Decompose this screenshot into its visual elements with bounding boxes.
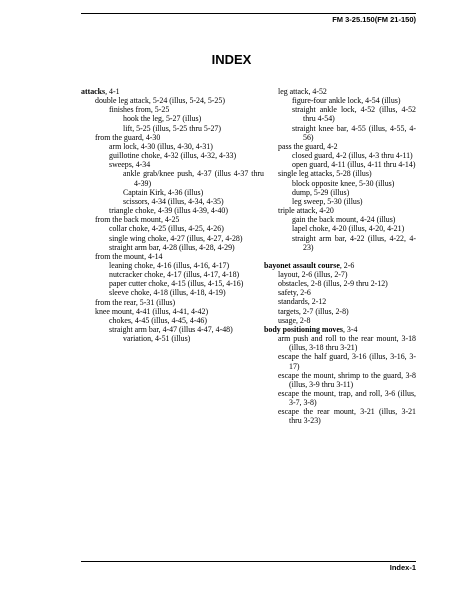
index-subentry: targets, 2-7 (illus, 2-8) — [278, 306, 349, 316]
index-subentry: scissors, 4-34 (illus, 4-34, 4-35) — [123, 196, 224, 206]
index-subentry: layout, 2-6 (illus, 2-7) — [278, 269, 348, 279]
index-main-entry — [264, 325, 416, 334]
index-subentry: paper cutter choke, 4-15 (illus, 4-15, 4-16) — [109, 279, 244, 289]
index-subentry: single leg attacks, 5-28 (illus) — [278, 169, 372, 179]
index-subentry: straight ankle lock, 4-52 (illus, 4-52 thru 4-54) — [292, 105, 416, 124]
index-subentry: closed guard, 4-2 (illus, 4-3 thru 4-11) — [292, 151, 413, 161]
index-subentry: standards, 2-12 — [278, 297, 327, 307]
index-subentry: Captain Kirk, 4-36 (illus) — [123, 187, 204, 197]
index-subentry: escape the rear mount, 3-21 (illus, 3-21 thru 3-23) — [278, 407, 416, 426]
page-title: INDEX — [211, 52, 252, 67]
footer-rule — [81, 561, 416, 562]
index-term: attacks — [81, 87, 106, 96]
index-subentry: obstacles, 2-8 (illus, 2-9 thru 2-12) — [278, 279, 388, 289]
index-subentry: arm push and roll to the rear mount, 3-18 (illus, 3-18 thru 3-21) — [278, 334, 416, 353]
index-subentry: collar choke, 4-25 (illus, 4-25, 4-26) — [109, 224, 224, 234]
index-subentry: straight arm bar, 4-22 (illus, 4-22, 4-23) — [292, 233, 416, 252]
index-page-ref: , 4-1 — [105, 87, 120, 96]
index-subentry: lapel choke, 4-20 (illus, 4-20, 4-21) — [292, 224, 405, 234]
index-subentry: from the mount, 4-14 — [95, 251, 163, 261]
index-page-ref: , 2-6 — [339, 260, 355, 270]
index-page-ref: , 3-4 — [342, 324, 358, 334]
index-subentry: finishes from, 5-25 — [109, 105, 170, 115]
index-subentry: sweeps, 4-34 — [109, 160, 151, 170]
index-subentry: triangle choke, 4-39 (illus 4-39, 4-40) — [109, 206, 228, 216]
index-subentry: arm lock, 4-30 (illus, 4-30, 4-31) — [109, 141, 213, 151]
index-subentry: safety, 2-6 — [278, 288, 311, 298]
index-subentry: from the back mount, 4-25 — [95, 215, 180, 225]
index-subentry: leaning choke, 4-16 (illus, 4-16, 4-17) — [109, 260, 230, 270]
index-subentry: straight arm bar, 4-47 (illus 4-47, 4-48) — [109, 325, 233, 335]
index-column-left — [81, 87, 264, 343]
index-subentry: triple attack, 4-20 — [278, 206, 334, 216]
index-subentry: sleeve choke, 4-18 (illus, 4-18, 4-19) — [109, 288, 226, 298]
index-subentry: escape the mount, trap, and roll, 3-6 (illus, 3-7, 3-8) — [278, 389, 416, 408]
document-id: FM 3-25.150(FM 21-150) — [332, 15, 416, 24]
index-column-right — [264, 87, 416, 426]
index-subentry: guillotine choke, 4-32 (illus, 4-32, 4-33) — [109, 151, 237, 161]
index-subentry: from the rear, 5-31 (illus) — [95, 297, 176, 307]
index-subentry: figure-four ankle lock, 4-54 (illus) — [292, 96, 401, 106]
index-subentry: open guard, 4-11 (illus, 4-11 thru 4-14) — [292, 160, 416, 170]
section-gap — [264, 252, 416, 261]
index-term: body positioning moves — [264, 324, 343, 334]
index-subentry: leg sweep, 5-30 (illus) — [292, 196, 363, 206]
index-main-entry — [81, 87, 264, 96]
index-subentry: leg attack, 4-52 — [278, 87, 327, 96]
index-subentry: lift, 5-25 (illus, 5-25 thru 5-27) — [123, 123, 221, 133]
index-subentry: block opposite knee, 5-30 (illus) — [292, 178, 395, 188]
index-subentry: dump, 5-29 (illus) — [292, 187, 350, 197]
index-subentry: knee mount, 4-41 (illus, 4-41, 4-42) — [95, 306, 209, 316]
index-subentry: from the guard, 4-30 — [95, 132, 161, 142]
index-subentry: variation, 4-51 (illus) — [123, 334, 191, 344]
header-rule — [81, 13, 416, 14]
index-subentry: double leg attack, 5-24 (illus, 5-24, 5-25) — [95, 96, 225, 106]
index-subentry: gain the back mount, 4-24 (illus) — [292, 215, 396, 225]
index-subentry: straight arm bar, 4-28 (illus, 4-28, 4-29) — [109, 242, 235, 252]
index-term: bayonet assault course — [264, 260, 340, 270]
index-subentry: hook the leg, 5-27 (illus) — [123, 114, 202, 124]
index-subentry: escape the mount, shrimp to the guard, 3-8 (illus, 3-9 thru 3-11) — [278, 370, 416, 389]
index-subentry: pass the guard, 4-2 — [278, 141, 338, 151]
index-subentry: chokes, 4-45 (illus, 4-45, 4-46) — [109, 315, 207, 325]
index-subentry: usage, 2-8 — [278, 315, 311, 325]
index-subentry: nutcracker choke, 4-17 (illus, 4-17, 4-18) — [109, 270, 240, 280]
index-subentry: ankle grab/knee push, 4-37 (illus 4-37 thru 4-39) — [123, 169, 264, 188]
index-subentry: straight knee bar, 4-55 (illus, 4-55, 4-56) — [292, 123, 416, 142]
index-main-entry — [264, 261, 416, 270]
page-number: Index-1 — [389, 563, 416, 572]
index-subentry: escape the half guard, 3-16 (illus, 3-16, 3-17) — [278, 352, 416, 371]
index-subentry: single wing choke, 4-27 (illus, 4-27, 4-28) — [109, 233, 243, 243]
